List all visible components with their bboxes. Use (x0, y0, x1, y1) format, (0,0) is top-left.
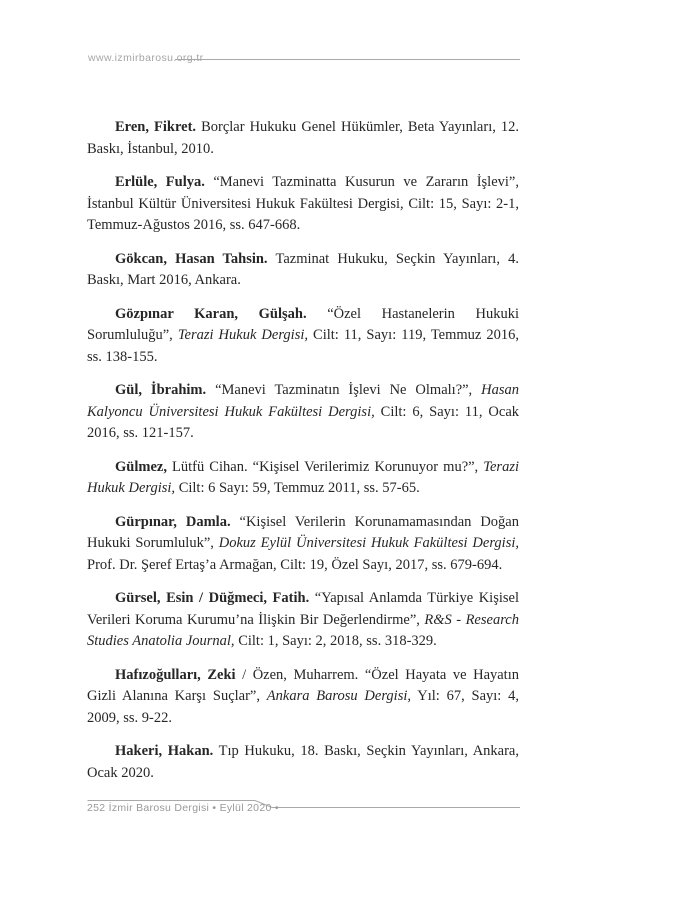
entry-text: Cilt: 6, Sayı: 11, Ocak 2016, ss. 121-157. (87, 403, 520, 441)
footer-page-info: 252 İzmir Barosu Dergisi • Eylül 2020 • (87, 802, 279, 814)
journal-name: Ankara Barosu Dergisi, (266, 688, 411, 704)
entry-text: “Manevi Tazminatta Kusurun ve Zararın İşlevi”, İstanbul Kültür Üniversitesi Hukuk Fakültesi Dergisi, Cilt: 15, Sayı: 2-1, Temmuz-Ağustos 2016, ss. 647-668. (87, 174, 519, 233)
bibliography-entry (87, 304, 519, 369)
entry-text: Cilt: 1, Sayı: 2, 2018, ss. 318-329. (234, 633, 437, 649)
bibliography-entry (87, 588, 519, 653)
entry-text: “Kişisel Verilerin Korunamamasından Doğan Hukuki Sorumluluk”, (87, 513, 519, 551)
bibliography-entry (87, 172, 519, 237)
header-website-url: www.izmirbarosu.org.tr (88, 52, 204, 64)
entry-author: Gül, İbrahim. (115, 382, 207, 398)
entry-author: Eren, Fikret. (115, 119, 197, 135)
bibliography-entry (87, 665, 519, 730)
bibliography-entry (87, 512, 519, 577)
entry-text: Prof. Dr. Şeref Ertaş’a Armağan, Cilt: 19, Özel Sayı, 2017, ss. 679-694. (87, 556, 503, 573)
entry-text: Yıl: 67, Sayı: 4, 2009, ss. 9-22. (87, 688, 519, 726)
journal-name: R&S - Research Studies Anatolia Journal, (87, 611, 519, 649)
entry-text: Lütfü Cihan. “Kişisel Verilerimiz Korunuyor mu?”, (166, 458, 484, 475)
entry-text: Borçlar Hukuku Genel Hükümler, Beta Yayınları, 12. Baskı, İstanbul, 2010. (87, 119, 520, 157)
journal-name: Dokuz Eylül Üniversitesi Hukuk Fakültesi Dergisi, (218, 535, 520, 551)
bibliography-entry (87, 741, 519, 784)
entry-text: Tıp Hukuku, 18. Baskı, Seçkin Yayınları, Ankara, Ocak 2020. (87, 743, 519, 781)
bibliography-entry (87, 117, 519, 160)
entry-author: Gürpınar, Damla. (115, 513, 231, 530)
entry-text: “Yapısal Anlamda Türkiye Kişisel Verileri Koruma Kurumu’na İlişkin Bir Değerlendirme”, (87, 590, 519, 628)
entry-author: Gözpınar Karan, Gülşah. (115, 305, 307, 322)
entry-author: Erlüle, Fulya. (115, 174, 205, 190)
entry-text: “Özel Hastanelerin Hukuki Sorumluluğu”, (87, 305, 519, 343)
entry-text: Tazminat Hukuku, Seçkin Yayınları, 4. Baskı, Mart 2016, Ankara. (87, 250, 519, 288)
entry-text: / Özen, Muharrem. “Özel Hayata ve Hayatın Gizli Alanına Karşı Suçlar”, (87, 666, 519, 704)
journal-name: Hasan Kalyoncu Üniversitesi Hukuk Fakültesi Dergisi, (87, 382, 519, 420)
bibliography-list (87, 117, 519, 784)
bibliography-entry (87, 457, 519, 500)
bibliography-entry (87, 380, 519, 445)
entry-author: Gürsel, Esin / Düğmeci, Fatih. (115, 590, 310, 606)
entry-text: Cilt: 11, Sayı: 119, Temmuz 2016, ss. 138-155. (87, 327, 520, 365)
entry-author: Hafızoğulları, Zeki (115, 666, 236, 683)
journal-name: Terazi Hukuk Dergisi, (87, 458, 519, 496)
entry-author: Gülmez, (115, 458, 167, 475)
entry-author: Hakeri, Hakan. (115, 743, 214, 759)
bibliography-entry (87, 249, 519, 292)
journal-name: Terazi Hukuk Dergisi, (177, 327, 309, 343)
entry-text: “Manevi Tazminatın İşlevi Ne Olmalı?”, (206, 382, 482, 398)
entry-author: Gökcan, Hasan Tahsin. (115, 250, 268, 267)
entry-text: Cilt: 6 Sayı: 59, Temmuz 2011, ss. 57-65. (175, 480, 420, 496)
